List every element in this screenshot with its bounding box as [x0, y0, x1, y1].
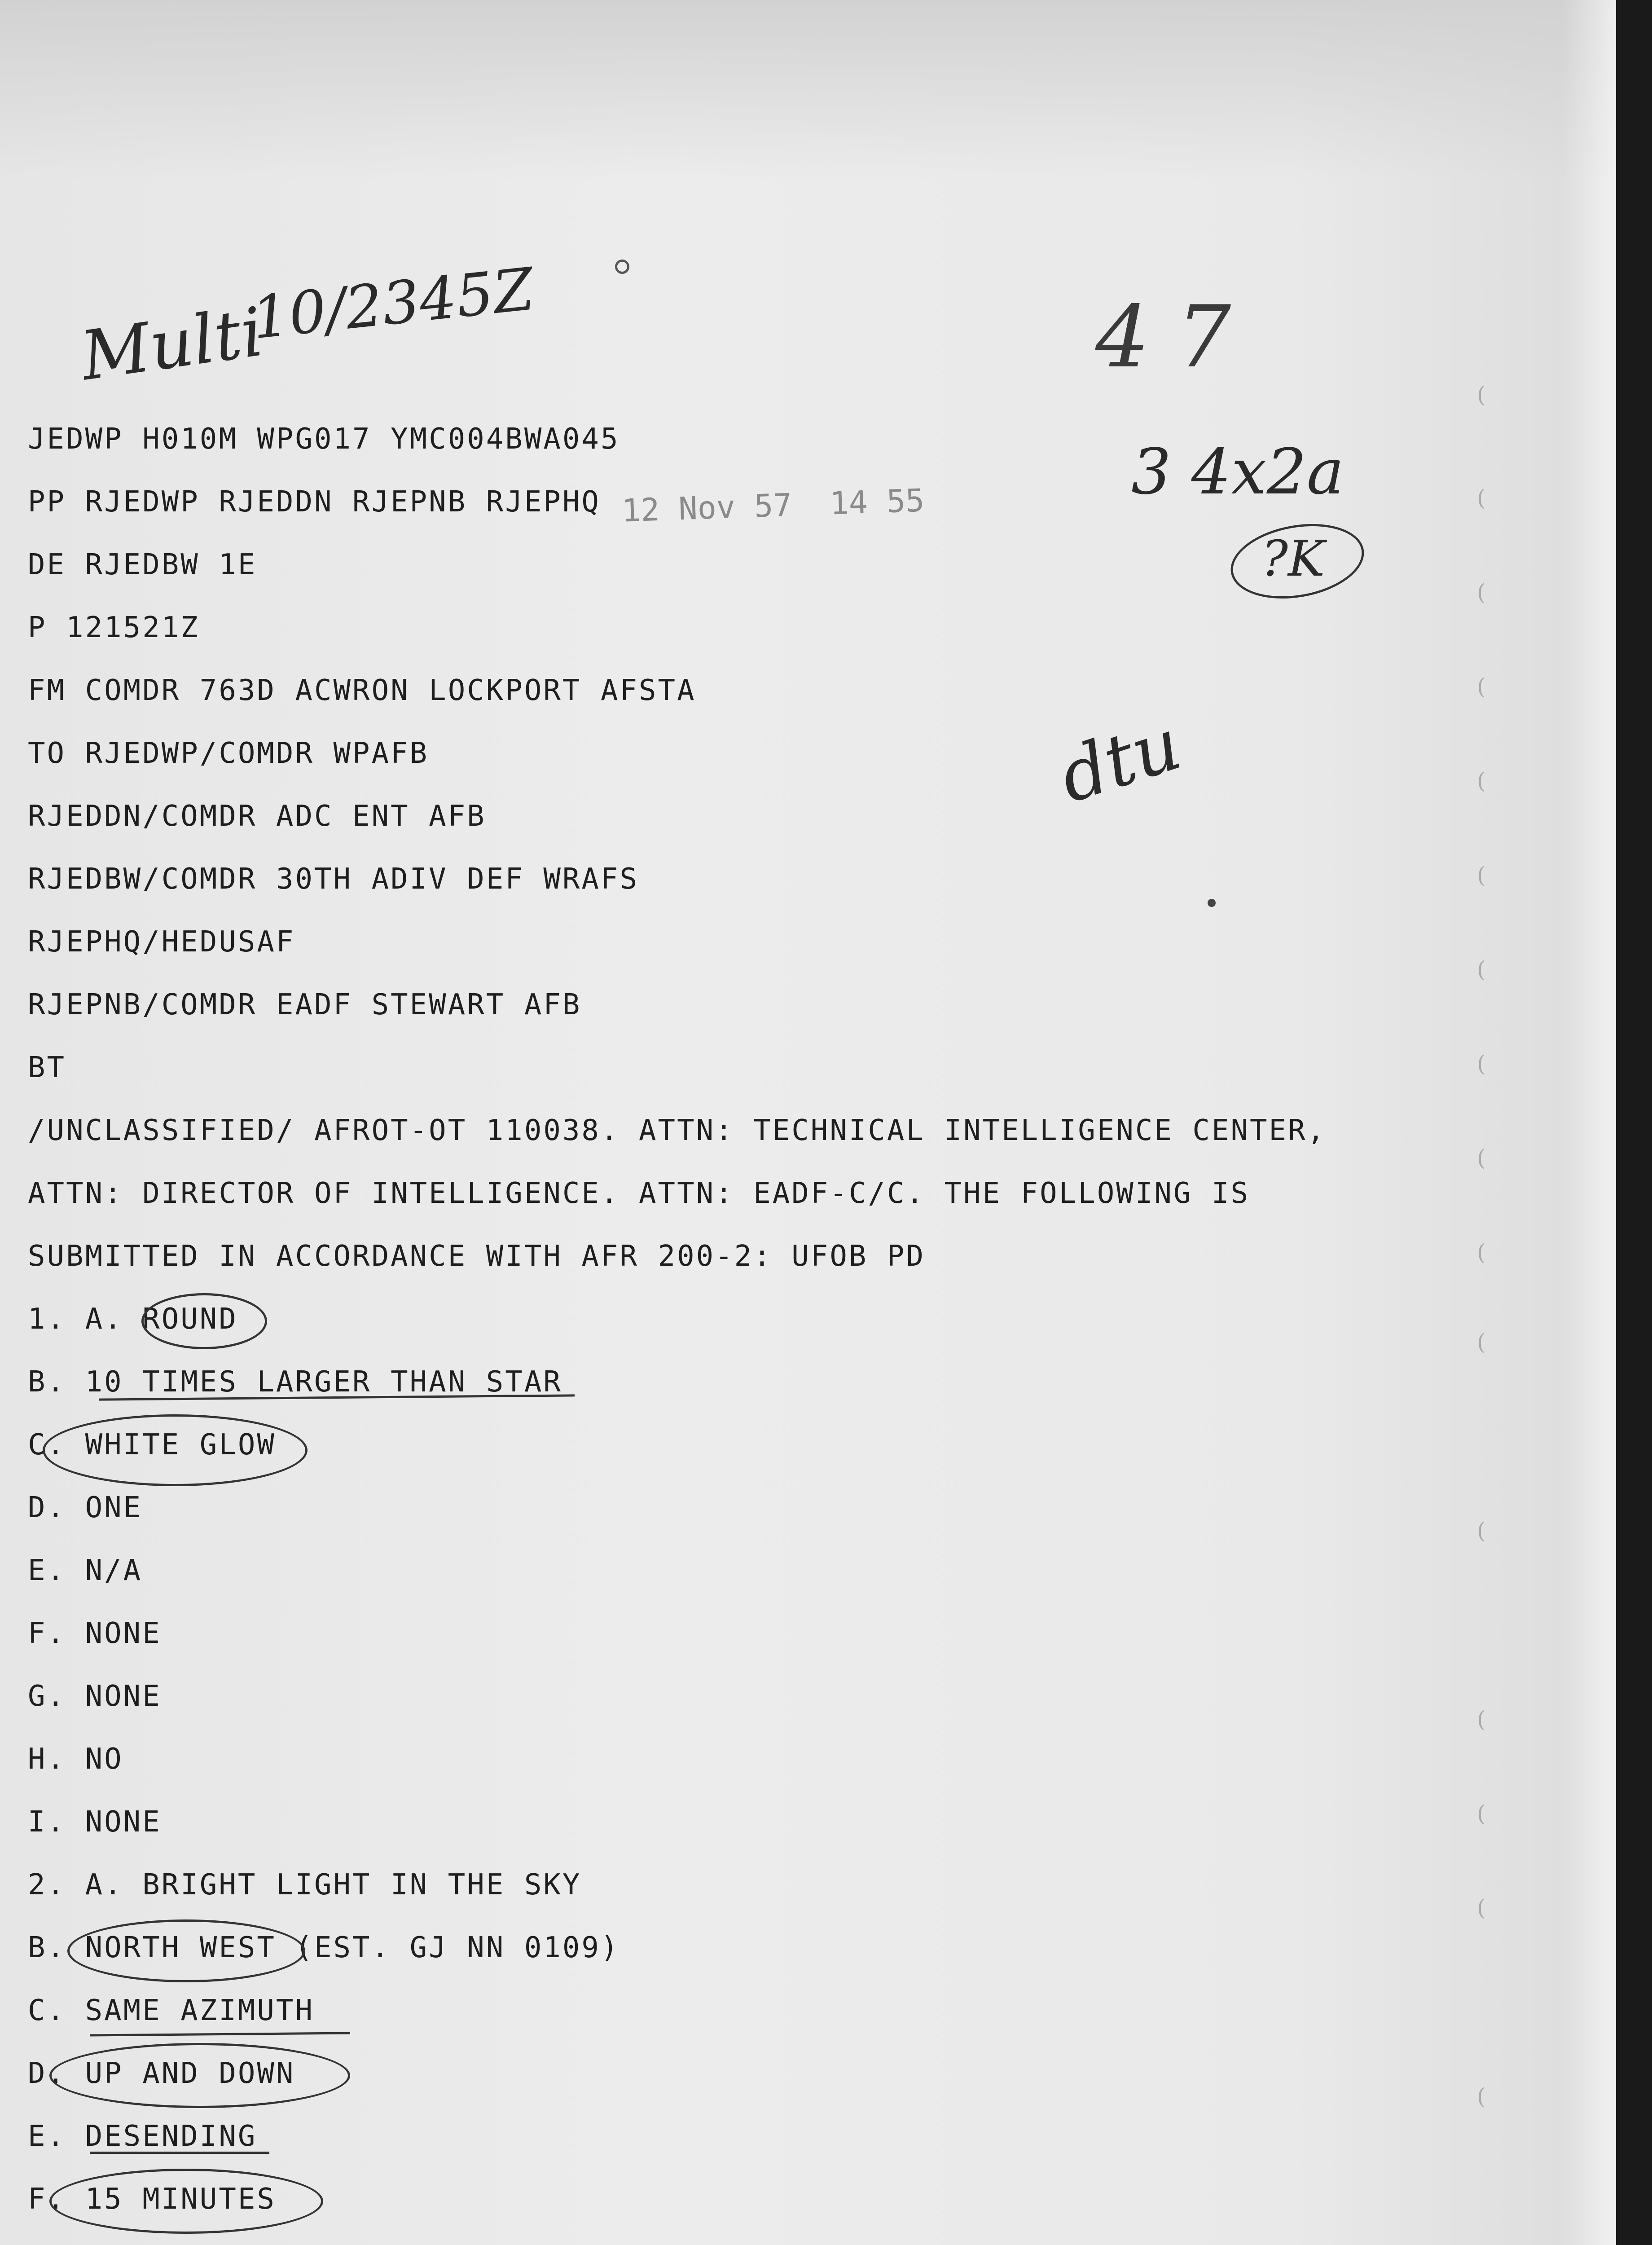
margin-tick: (	[1477, 1145, 1486, 1171]
scan-border	[1616, 0, 1652, 2245]
item-line: I. NONE	[28, 1805, 162, 1839]
item-line: 1. A. ROUND	[28, 1303, 238, 1336]
header-line-8: RJEDBW/COMDR 30TH ADIV DEF WRAFS	[28, 863, 639, 896]
item-line: G. NONE	[28, 1680, 162, 1713]
margin-tick: (	[1477, 1051, 1486, 1077]
header-line-2: PP RJEDWP RJEDDN RJEPNB RJEPHQ	[28, 485, 601, 519]
header-line-6: TO RJEDWP/COMDR WPAFB	[28, 737, 429, 770]
annotation-circle-round	[141, 1293, 267, 1349]
item-line: B. 10 TIMES LARGER THAN STAR	[28, 1365, 562, 1399]
item-line: 2. A. BRIGHT LIGHT IN THE SKY	[28, 1868, 582, 1902]
margin-tick: (	[1477, 1800, 1486, 1827]
header-line-3: DE RJEDBW 1E	[28, 548, 257, 581]
header-line-11: BT	[28, 1051, 66, 1084]
margin-tick: (	[1477, 2083, 1486, 2109]
handwritten-initials: dtu	[1049, 701, 1191, 819]
item-line: F. 15 MINUTES	[28, 2183, 276, 2216]
margin-tick: (	[1477, 1239, 1486, 1265]
margin-tick: (	[1477, 485, 1486, 511]
body-line-3: SUBMITTED IN ACCORDANCE WITH AFR 200-2: UFOB PD	[28, 1240, 925, 1273]
margin-tick: (	[1477, 862, 1486, 888]
handwritten-ref1: 4 7	[1095, 287, 1231, 387]
speck	[1208, 899, 1216, 907]
margin-tick: (	[1477, 1329, 1486, 1355]
item-line: C. WHITE GLOW	[28, 1428, 276, 1461]
received-stamp: 12 Nov 57 14 55	[621, 482, 925, 529]
annotation-underline-desending	[90, 2152, 269, 2154]
handwritten-ref2: 3 4x2a	[1131, 436, 1344, 509]
item-line: D. UP AND DOWN	[28, 2057, 295, 2090]
punch-mark	[615, 260, 629, 274]
handwritten-dtg: 10/2345Z	[248, 255, 537, 352]
annotation-circle-minutes	[49, 2169, 323, 2234]
item-line: C. SAME AZIMUTH	[28, 1994, 314, 2027]
annotation-circle-north-west	[67, 1919, 305, 1982]
handwritten-multi: Multi	[76, 293, 268, 396]
header-line-1: JEDWP H010M WPG017 YMC004BWA045	[28, 423, 620, 456]
item-line: B. NORTH WEST (EST. GJ NN 0109)	[28, 1931, 620, 1964]
header-line-5: FM COMDR 763D ACWRON LOCKPORT AFSTA	[28, 674, 696, 707]
header-line-4: P 121521Z	[28, 611, 200, 644]
item-line: E. DESENDING	[28, 2120, 257, 2153]
margin-tick: (	[1477, 579, 1486, 605]
page-edge-highlight	[1562, 0, 1616, 2245]
item-line: F. NONE	[28, 1617, 162, 1650]
margin-tick: (	[1477, 1706, 1486, 1732]
header-line-10: RJEPNB/COMDR EADF STEWART AFB	[28, 988, 582, 1021]
page-shading	[0, 0, 1616, 180]
item-line: D. ONE	[28, 1491, 143, 1524]
handwritten-circled-mark: ?K	[1261, 530, 1325, 587]
margin-tick: (	[1477, 768, 1486, 794]
header-line-9: RJEPHQ/HEDUSAF	[28, 925, 295, 959]
margin-tick: (	[1477, 674, 1486, 700]
item-line: H. NO	[28, 1743, 123, 1776]
body-line-2: ATTN: DIRECTOR OF INTELLIGENCE. ATTN: EADF-C/C. THE FOLLOWING IS	[28, 1177, 1250, 1210]
margin-tick: (	[1477, 1895, 1486, 1921]
margin-tick: (	[1477, 1518, 1486, 1544]
body-line-1: /UNCLASSIFIED/ AFROT-OT 110038. ATTN: TECHNICAL INTELLIGENCE CENTER,	[28, 1114, 1327, 1147]
annotation-circle-up-down	[49, 2043, 350, 2108]
item-line: E. N/A	[28, 1554, 143, 1587]
margin-tick: (	[1477, 956, 1486, 982]
margin-tick: (	[1477, 382, 1486, 408]
header-line-7: RJEDDN/COMDR ADC ENT AFB	[28, 800, 486, 833]
annotation-circle-white-glow	[43, 1414, 308, 1486]
